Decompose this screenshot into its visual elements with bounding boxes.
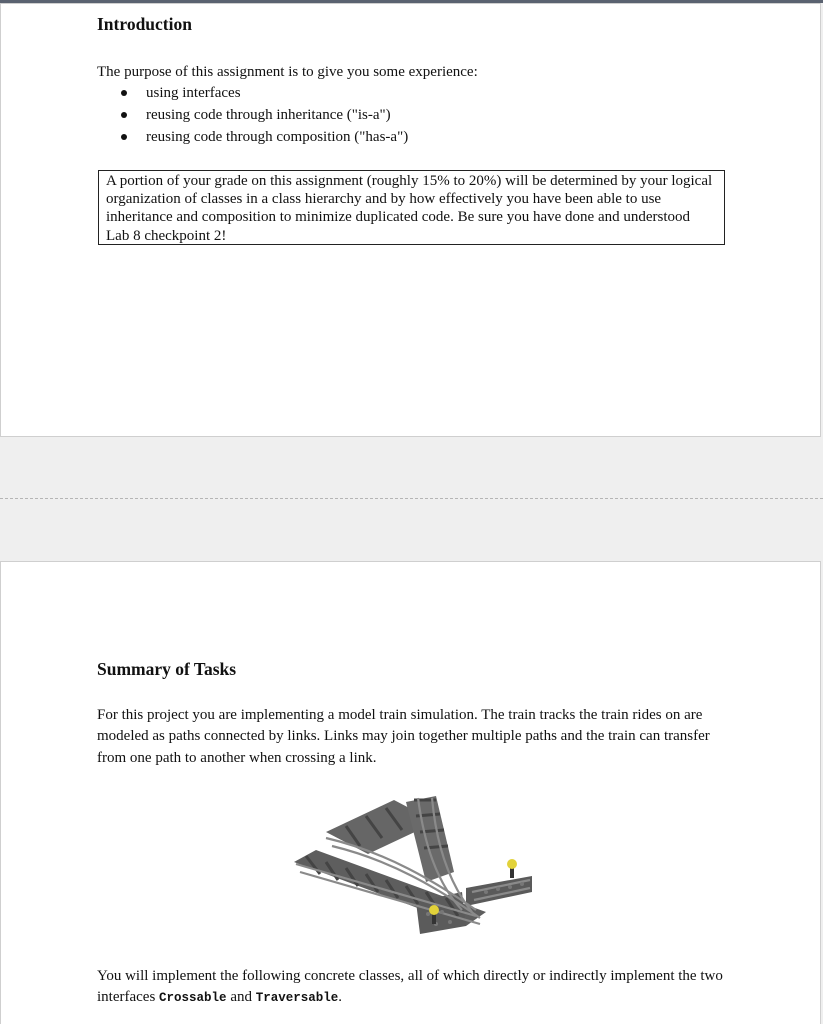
purpose-text: The purpose of this assignment is to give you some experience: [97, 64, 478, 80]
summary-paragraph: For this project you are implementing a model train simulation. The train tracks the train rides on are modeled as paths connected by links. Links may join together multiple paths and the train can transfer from one path to another when crossing a link. [97, 707, 710, 766]
introduction-heading: Introduction [97, 14, 192, 34]
document-page-1 [0, 3, 821, 437]
classes-intro-text: You will implement the following concrete classes, all of which directly or indirectly implement the two interfaces Crossable and Traversable. [97, 968, 723, 1006]
bullet-icon [121, 112, 127, 118]
grading-note-box [98, 170, 725, 245]
bullet-icon [121, 90, 127, 96]
summary-heading: Summary of Tasks [97, 659, 237, 679]
goals-list [97, 82, 408, 148]
page-break-divider [0, 498, 823, 499]
grading-note-text: A portion of your grade on this assignment (roughly 15% to 20%) will be determined by your logical organization of classes in a class hierarchy and by how effectively you have been able to use inheritance and composition to minimize duplicated code. Be sure you have done and understood Lab 8 checkpoint 2! [106, 173, 713, 244]
traversable-interface-name: Traversable [255, 991, 339, 1006]
crossable-interface-name: Crossable [159, 991, 227, 1006]
train-track-switch-image [286, 792, 536, 940]
list-item: reusing code through composition ("has-a") [97, 126, 408, 148]
bullet-icon [121, 134, 127, 140]
list-item: using interfaces [97, 82, 408, 104]
list-item: reusing code through inheritance ("is-a") [97, 104, 408, 126]
